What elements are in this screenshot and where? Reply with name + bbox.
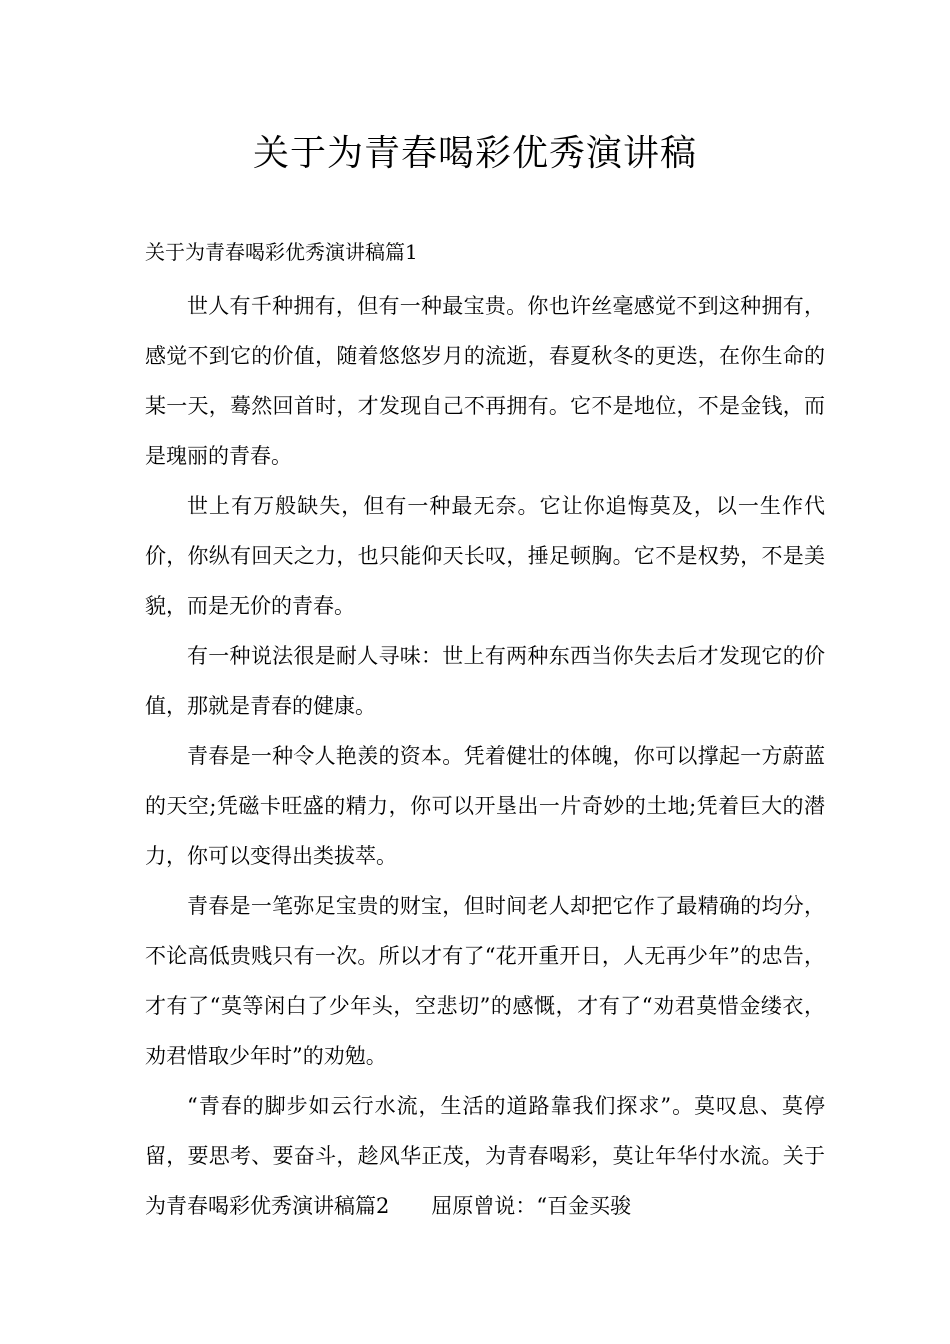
paragraph: 世人有千种拥有，但有一种最宝贵。你也许丝毫感觉不到这种拥有，感觉不到它的价值，随着悠悠岁月的流逝，春夏秋冬的更迭，在你生命的某一天，蓦然回首时，才发现自己不再拥有。它不是地位，不是金钱，而是瑰丽的青春。 [145, 294, 825, 468]
paragraph: “青春的脚步如云行水流，生活的道路靠我们探求”。莫叹息、莫停留，要思考、要奋斗，趁风华正茂，为青春喝彩，莫让年华付水流。关于为青春喝彩优秀演讲稿篇2 屈原曾说：“百金买骏 [145, 1094, 825, 1218]
paragraph: 有一种说法很是耐人寻味：世上有两种东西当你失去后才发现它的价值，那就是青春的健康。 [145, 644, 825, 718]
paragraph: 青春是一种令人艳羡的资本。凭着健壮的体魄，你可以撑起一方蔚蓝的天空;凭磁卡旺盛的精力，你可以开垦出一片奇妙的土地;凭着巨大的潜力，你可以变得出类拔萃。 [145, 744, 825, 868]
paragraph: 世上有万般缺失，但有一种最无奈。它让你追悔莫及，以一生作代价，你纵有回天之力，也只能仰天长叹，捶足顿胸。它不是权势，不是美貌，而是无价的青春。 [145, 494, 825, 618]
document-body [145, 281, 825, 1231]
paragraph: 青春是一笔弥足宝贵的财宝，但时间老人却把它作了最精确的均分，不论高低贵贱只有一次。所以才有了“花开重开日，人无再少年”的忠告，才有了“莫等闲白了少年头，空悲切”的感慨，才有了“劝君莫惜金缕衣，劝君惜取少年时”的劝勉。 [145, 894, 825, 1068]
section-heading: 关于为青春喝彩优秀演讲稿篇1 [145, 240, 418, 264]
document-title: 关于为青春喝彩优秀演讲稿 [252, 133, 697, 174]
